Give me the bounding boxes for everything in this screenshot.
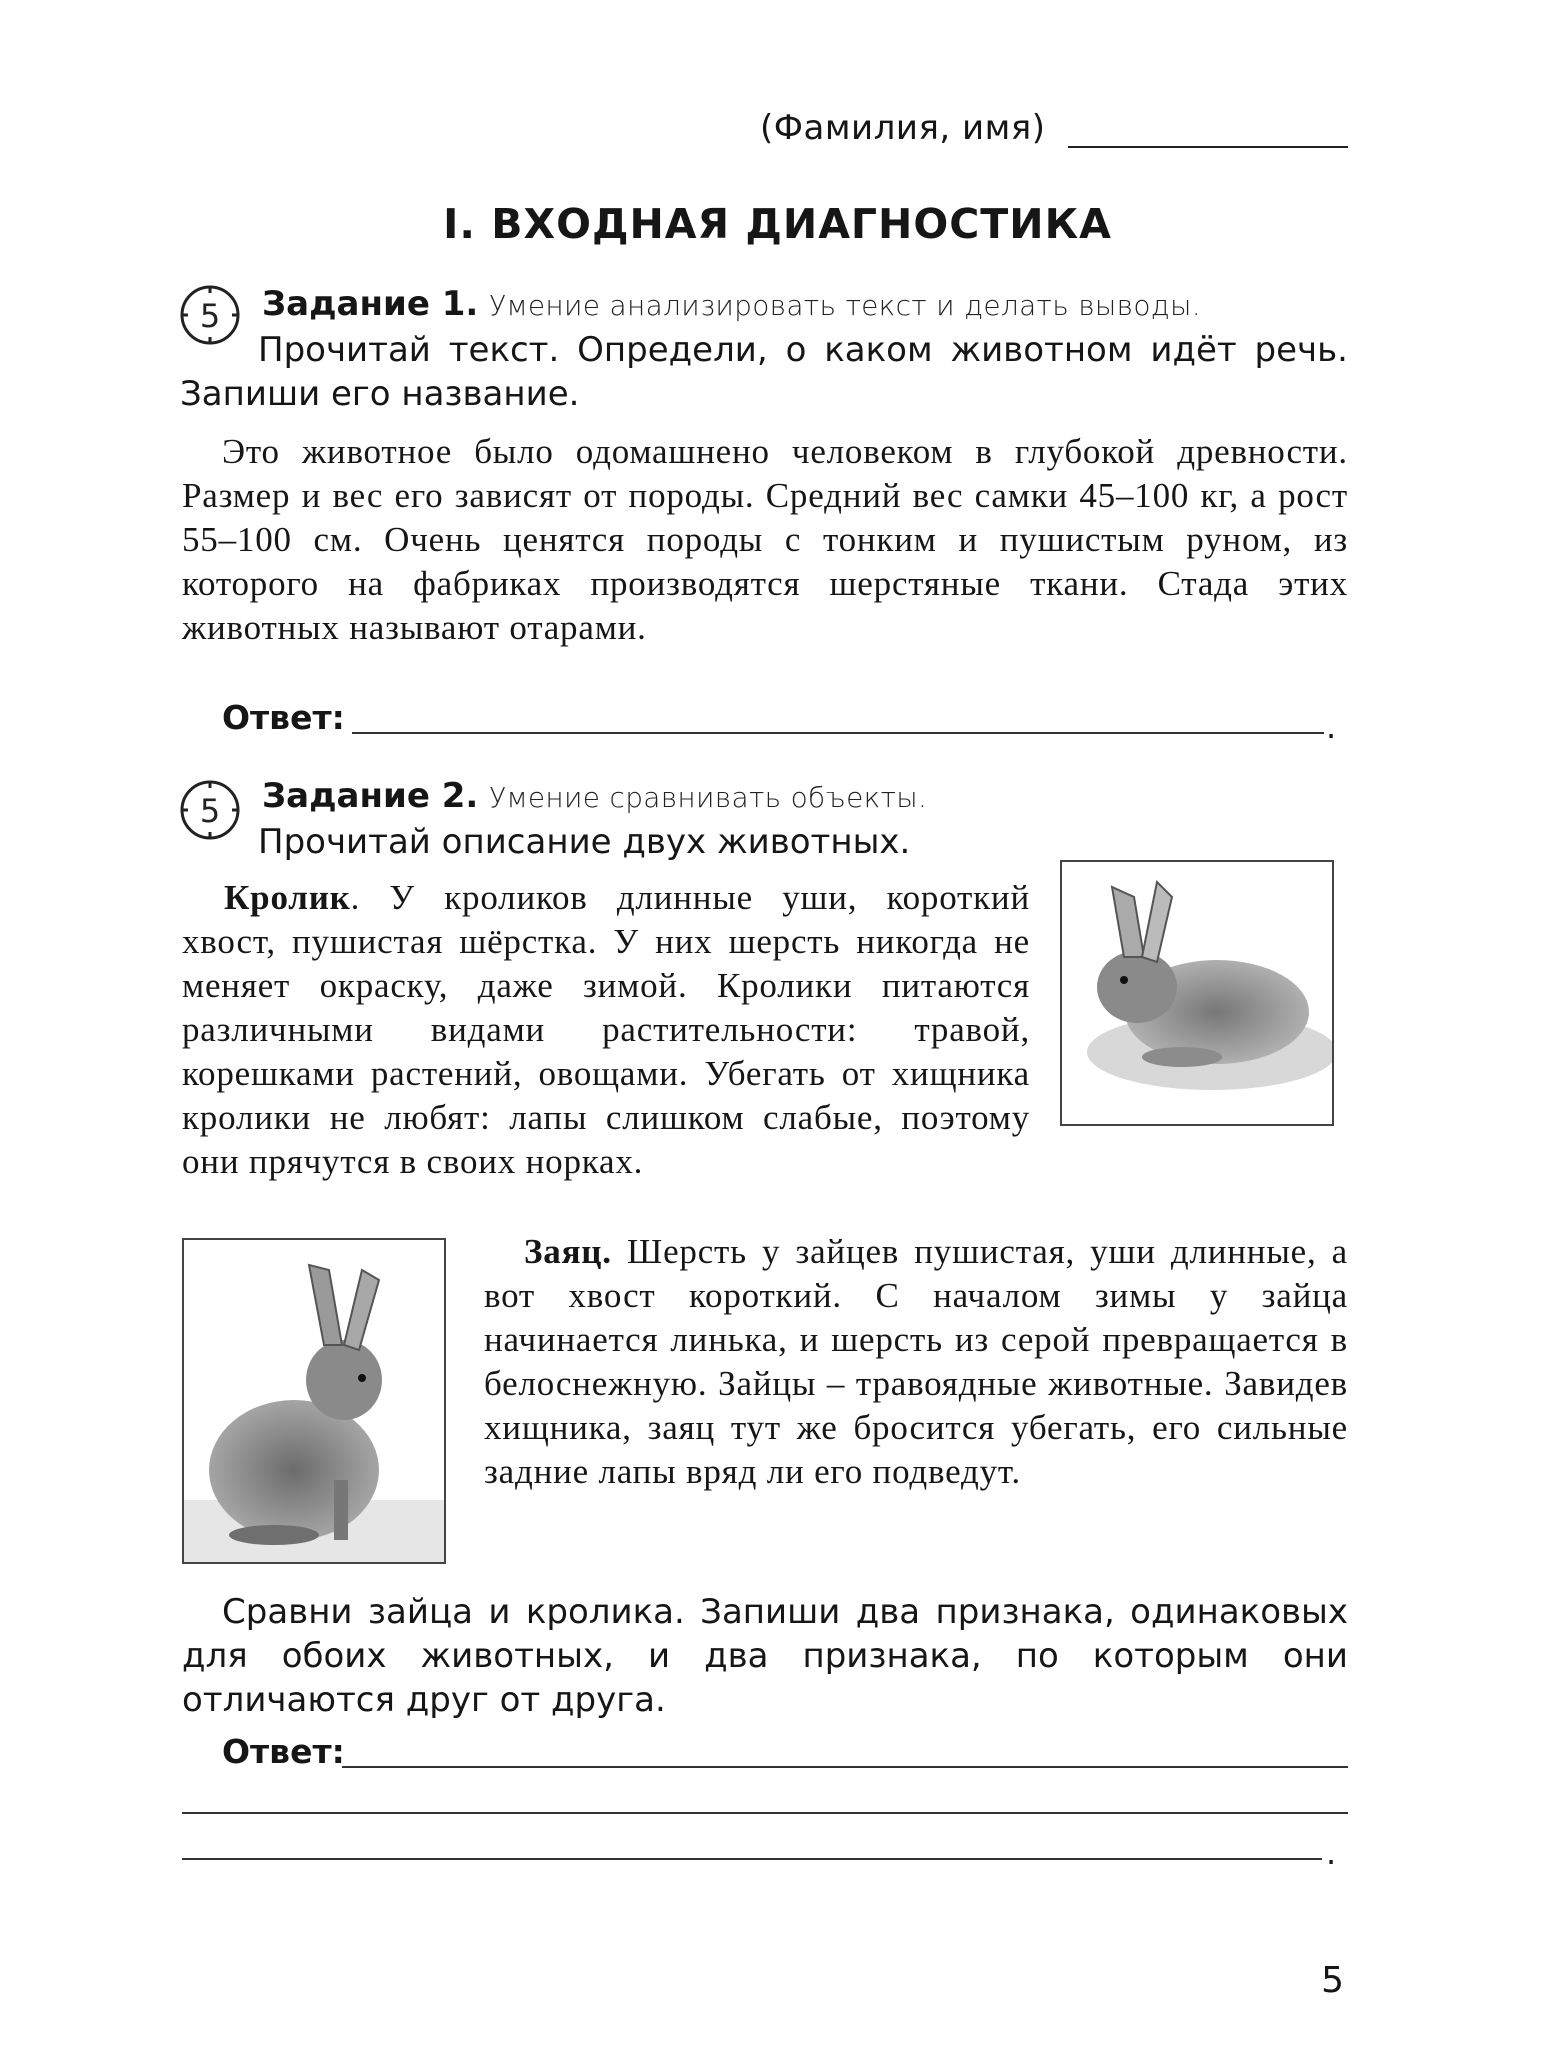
timer-icon <box>178 283 242 347</box>
hare-paragraph <box>484 1230 1348 1494</box>
page-number: 5 <box>1321 1960 1344 2001</box>
section-title: I. ВХОДНАЯ ДИАГНОСТИКА <box>443 200 1112 248</box>
rabbit-illustration <box>1060 860 1334 1126</box>
task2-answer-label: Ответ: <box>222 1732 345 1771</box>
svg-text:5: 5 <box>199 792 221 830</box>
task1-instruction-line2: Запиши его название. <box>180 374 580 414</box>
task2-answer-line-2[interactable] <box>182 1812 1348 1814</box>
task2-heading <box>262 776 927 816</box>
task1-answer-line[interactable] <box>352 732 1324 734</box>
task2-title: Задание 2. <box>262 776 479 816</box>
task1-title: Задание 1. <box>262 284 479 324</box>
task1-subtitle: Умение анализировать текст и делать выводы. <box>489 289 1201 322</box>
task2-answer-line-3[interactable] <box>182 1858 1322 1860</box>
rabbit-paragraph-top <box>182 876 1030 1184</box>
task2-answer-line-1[interactable] <box>342 1766 1348 1768</box>
svg-text:5: 5 <box>199 297 221 335</box>
name-field-line[interactable] <box>1068 146 1348 148</box>
task2-instruction: Прочитай описание двух животных. <box>258 822 911 862</box>
task2-answer-end: . <box>1326 1834 1337 1872</box>
task2-question: Сравни зайца и кролика. Запиши два признака, одинаковых для обоих животных, и два признака, по которым они отличаются друг от друга. <box>182 1592 1348 1720</box>
hare-illustration <box>182 1238 446 1564</box>
hare-text: Шерсть у зайцев пушистая, уши длинные, а вот хвост короткий. С началом зимы у зайца начинается линька, и шерсть из серой превращается в белоснежную. Зайцы – травоядные животные. Завидев хищника, заяц тут же бросится убегать, его сильные задние лапы вряд ли его подведут. <box>484 1232 1348 1491</box>
rabbit-name: Кролик <box>224 878 351 917</box>
rabbit-text: . У кроликов длинные уши, короткий хвост, пушистая шёрстка. У них шерсть никогда не меняет окраску, даже зимой. Кролики питаются различными видами растительности: травой, корешками растений, овощами. Убегать от хищника кролики не любят: лапы слишком слабые, поэтому они прячутся в своих норках. <box>182 878 1030 1181</box>
task1-answer-label: Ответ: <box>222 698 345 737</box>
task1-heading <box>262 284 1201 324</box>
name-field-label: (Фамилия, имя) <box>760 108 1046 148</box>
task1-instruction-line1: Прочитай текст. Определи, о каком животном идёт речь. <box>258 330 1348 370</box>
task2-subtitle: Умение сравнивать объекты. <box>489 781 928 814</box>
hare-name: Заяц. <box>524 1232 612 1271</box>
task1-answer-end: . <box>1326 708 1337 746</box>
timer-icon <box>178 778 242 842</box>
task1-text: Это животное было одомашнено человеком в глубокой древности. Размер и вес его зависят от породы. Средний вес самки 45–100 кг, а рост 55–100 см. Очень ценятся породы с тонким и пушистым руном, из которого на фабриках производятся шерстяные ткани. Стада этих животных называют отарами. <box>182 432 1348 647</box>
